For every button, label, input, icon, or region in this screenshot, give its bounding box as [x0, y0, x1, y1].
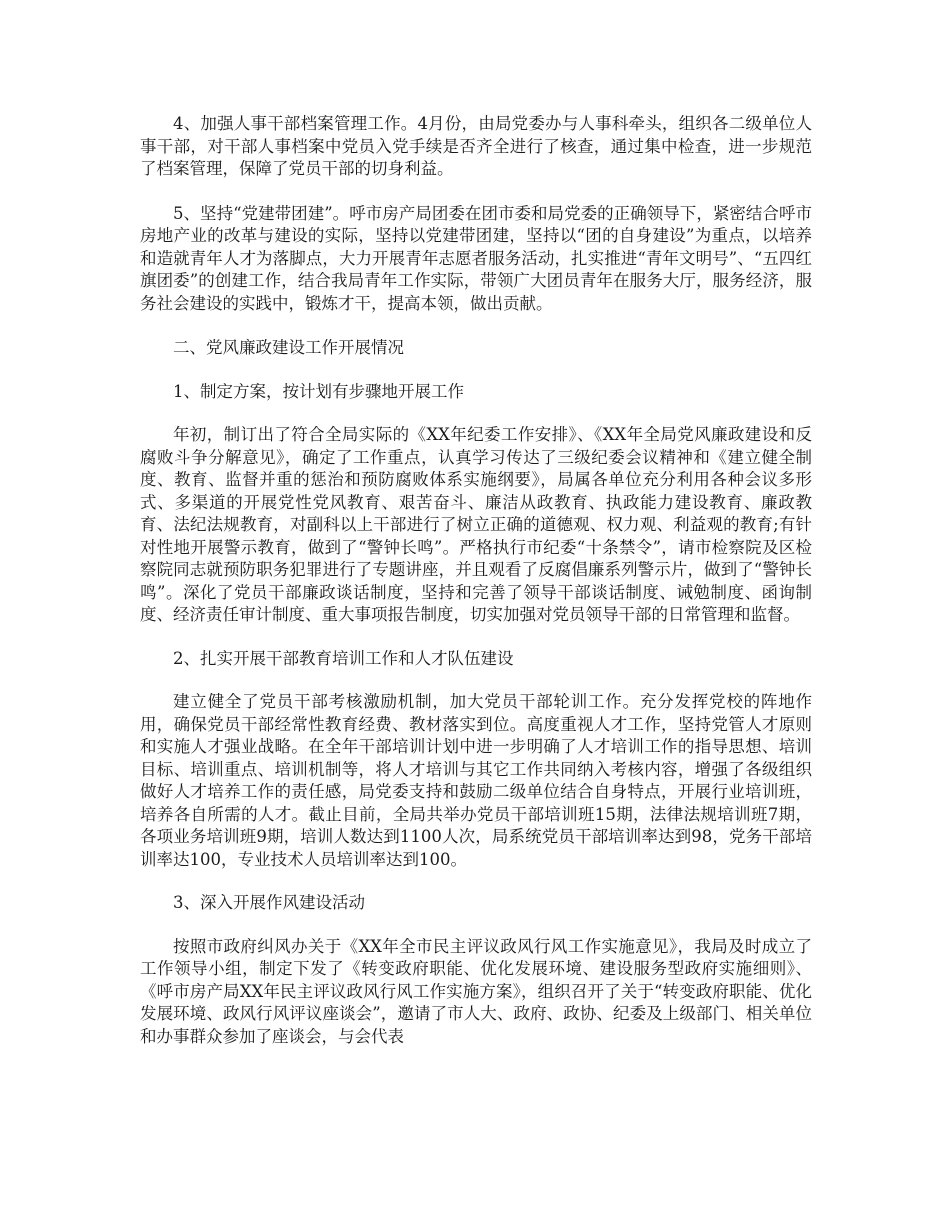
paragraph-item-5: 5、坚持“党建带团建”。呼市房产局团委在团市委和局党委的正确领导下，紧密结合呼市房地产业的改革与建设的实际，坚持以党建带团建，坚持以“团的自身建设”为重点，以培养和造就青年人才为落脚点，大力开展青年志愿者服务活动，扎实推进“青年文明号”、“五四红旗团委”的创建工作，结合我局青年工作实际，带领广大团员青年在服务大厅，服务经济，服务社会建设的实践中，锻炼才干，提高本领，做出贡献。 [140, 203, 812, 313]
paragraph-body-3: 按照市政府纠风办关于《XX年全市民主评议政风行风工作实施意见》，我局及时成立了工作领导小组，制定下发了《转变政府职能、优化发展环境、建设服务型政府实施细则》、《呼市房产局XX年民主评议政风行风工作实施方案》，组织召开了关于“转变政府职能、优化发展环境、政风行风评议座谈会”，邀请了市人大、政府、政协、纪委及上级部门、相关单位和办事群众参加了座谈会，与会代表 [140, 936, 812, 1046]
subheading-2: 2、扎实开展干部教育培训工作和人才队伍建设 [173, 648, 514, 668]
subheading-3: 3、深入开展作风建设活动 [173, 893, 365, 912]
document-page [140, 113, 812, 1048]
paragraph-body-1: 年初，制订出了符合全局实际的《XX年纪委工作安排》、《XX年全局党风廉政建设和反腐败斗争分解意见》，确定了工作重点，认真学习传达了三级纪委会议精神和《建立健全制度、教育、监督并重的惩治和预防腐败体系实施纲要》，局属各单位充分利用各种会议多形式、多渠道的开展党性党风教育、艰苦奋斗、廉洁从政教育、执政能力建设教育、廉政教育、法纪法规教育，对副科以上干部进行了树立正确的道德观、权力观、利益观的教育;有针对性地开展警示教育，做到了“警钟长鸣”。严格执行市纪委“十条禁令”，请市检察院及区检察院同志就预防职务犯罪进行了专题讲座，并且观看了反腐倡廉系列警示片，做到了“警钟长鸣”。深化了党员干部廉政谈话制度，坚持和完善了领导干部谈话制度、诫勉制度、函询制度、经济责任审计制度、重大事项报告制度，切实加强对党员领导干部的日常管理和监督。 [140, 425, 812, 624]
section-heading: 二、党风廉政建设工作开展情况 [173, 338, 404, 357]
subheading-1: 1、制定方案，按计划有步骤地开展工作 [173, 381, 464, 401]
paragraph-body-2: 建立健全了党员干部考核激励机制，加大党员干部轮训工作。充分发挥党校的阵地作用，确保党员干部经常性教育经费、教材落实到位。高度重视人才工作，坚持党管人才原则和实施人才强业战略。在全年干部培训计划中进一步明确了人才培训工作的指导思想、培训目标、培训重点、培训机制等，将人才培训与其它工作共同纳入考核内容，增强了各级组织做好人才培养工作的责任感，局党委支持和鼓励二级单位结合自身特点，开展行业培训班，培养各自所需的人才。截止目前，全局共举办党员干部培训班15期，法律法规培训班7期，各项业务培训班9期，培训人数达到1100人次，局系统党员干部培训率达到98，党务干部培训率达100，专业技术人员培训率达到100。 [140, 692, 812, 869]
paragraph-item-4: 4、加强人事干部档案管理工作。4月份，由局党委办与人事科牵头，组织各二级单位人事干部，对干部人事档案中党员入党手续是否齐全进行了核查，通过集中检查，进一步规范了档案管理，保障了党员干部的切身利益。 [140, 114, 812, 178]
